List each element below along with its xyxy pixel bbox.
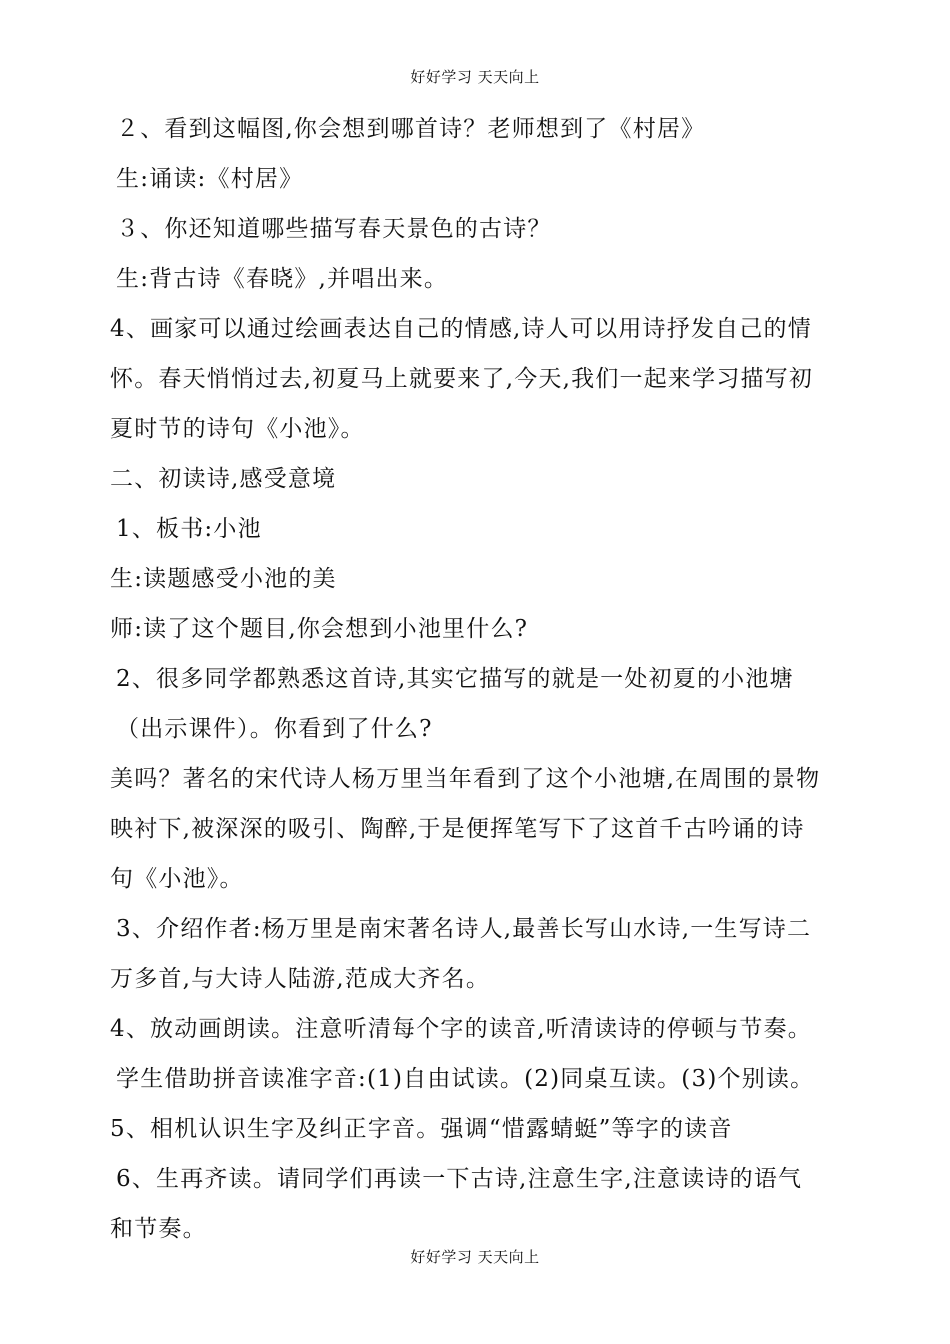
text-line: ２、看到这幅图,你会想到哪首诗？老师想到了《村居》 xyxy=(116,116,706,142)
text-line: 映衬下,被深深的吸引、陶醉,于是便挥笔写下了这首千古吟诵的诗 xyxy=(110,816,805,842)
text-line: 美吗？著名的宋代诗人杨万里当年看到了这个小池塘,在周围的景物 xyxy=(110,766,821,792)
page-header: 好好学习 天天向上 xyxy=(410,68,540,86)
page-footer: 好好学习 天天向上 xyxy=(410,1248,540,1266)
text-line: 句《小池》。 xyxy=(110,866,244,892)
text-line: 怀。春天悄悄过去,初夏马上就要来了,今天,我们一起来学习描写初 xyxy=(110,366,814,392)
text-line: 4、放动画朗读。注意听清每个字的读音,听清读诗的停顿与节奏。 xyxy=(110,1016,812,1042)
text-line: 生:背古诗《春晓》,并唱出来。 xyxy=(116,266,449,292)
text-line: 师:读了这个题目,你会想到小池里什么? xyxy=(110,616,529,642)
text-line: ３、你还知道哪些描写春天景色的古诗？ xyxy=(116,216,552,242)
section-heading: 二、初读诗,感受意境 xyxy=(110,466,337,492)
text-line: 3、介绍作者:杨万里是南宋著名诗人,最善长写山水诗,一生写诗二 xyxy=(116,916,812,942)
text-line: 和节奏。 xyxy=(110,1216,207,1242)
text-line: 万多首,与大诗人陆游,范成大齐名。 xyxy=(110,966,491,992)
text-line: 2、很多同学都熟悉这首诗,其实它描写的就是一处初夏的小池塘 xyxy=(116,666,794,692)
text-line: （出示课件）。你看到了什么? xyxy=(116,716,433,742)
text-line: 夏时节的诗句《小池》。 xyxy=(110,416,365,442)
text-line: 1、板书:小池 xyxy=(116,516,262,542)
text-line: 学生借助拼音读准字音:(1)自由试读。(2)同桌互读。(3)个别读。 xyxy=(116,1066,815,1092)
text-line: 4、画家可以通过绘画表达自己的情感,诗人可以用诗抒发自己的情 xyxy=(110,316,812,342)
text-line: 5、相机认识生字及纠正字音。强调“惜露蜻蜓”等字的读音 xyxy=(110,1116,733,1142)
text-line: 6、生再齐读。请同学们再读一下古诗,注意生字,注意读诗的语气 xyxy=(116,1166,803,1192)
text-line: 生:诵读:《村居》 xyxy=(116,166,304,192)
text-line: 生:读题感受小池的美 xyxy=(110,566,337,592)
document-body xyxy=(110,104,870,1254)
